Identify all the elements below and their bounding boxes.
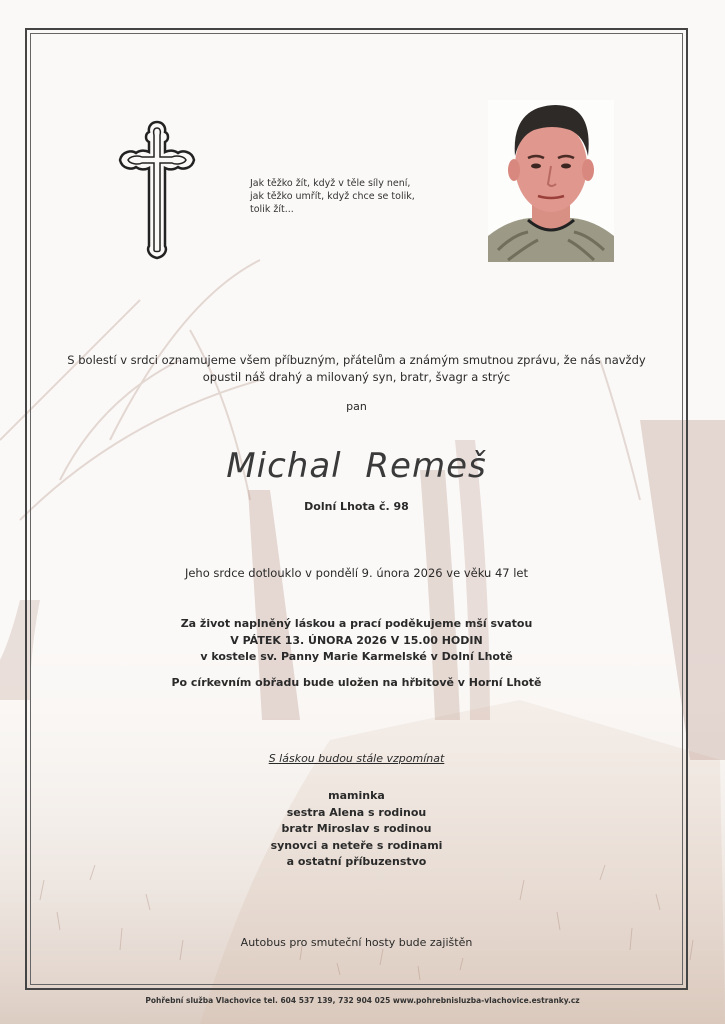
footer-contact: Pohřební služba Vlachovice tel. 604 537 139, 732 904 025 www.pohrebnisluzba-vlachovice.estranky.cz [145,996,580,1005]
deceased-name: Michal Remeš [226,446,487,486]
quote-line: jak těžko umřít, když chce se tolik, [250,191,415,202]
portrait-photo [488,100,614,262]
mourner-item: sestra Alena s rodinou [286,805,427,819]
quote-line: Jak těžko žít, když v těle síly není, [250,178,411,189]
quote-line: tolik žít... [250,204,294,215]
mourner-item: maminka [328,789,385,802]
funeral-line: V PÁTEK 13. ÚNORA 2026 V 15.00 HODIN [230,633,483,647]
announcement-text [40,352,673,386]
death-notice: Jeho srdce dotlouklo v pondělí 9. února 2026 ve věku 47 let [184,566,529,580]
mourner-item: synovci a neteře s rodinami [270,838,443,852]
mourner-item: bratr Miroslav s rodinou [281,822,432,835]
cross-icon [112,118,202,260]
salutation: pan [346,400,367,413]
transport-notice: Autobus pro smuteční hosty bude zajištěn [240,936,473,949]
burial-notice: Po církevním obřadu bude uložen na hřbitově v Horní Lhotě [171,676,542,689]
funeral-line: v kostele sv. Panny Marie Karmelské v Dolní Lhotě [200,650,513,663]
address: Dolní Lhota č. 98 [304,500,409,513]
funeral-details [40,616,673,666]
mourners-list [40,788,673,871]
remembrance-heading: S láskou budou stále vzpomínat [268,752,445,765]
mourner-item: a ostatní příbuzenstvo [286,855,427,868]
announcement-line: S bolestí v srdci oznamujeme všem příbuzným, přátelům a známým smutnou zprávu, že nás navždy [67,353,646,367]
announcement-line: opustil náš drahý a milovaný syn, bratr, švagr a strýc [202,370,511,384]
poem-quote [250,177,450,216]
funeral-line: Za život naplněný láskou a prací poděkujeme mší svatou [180,617,533,630]
